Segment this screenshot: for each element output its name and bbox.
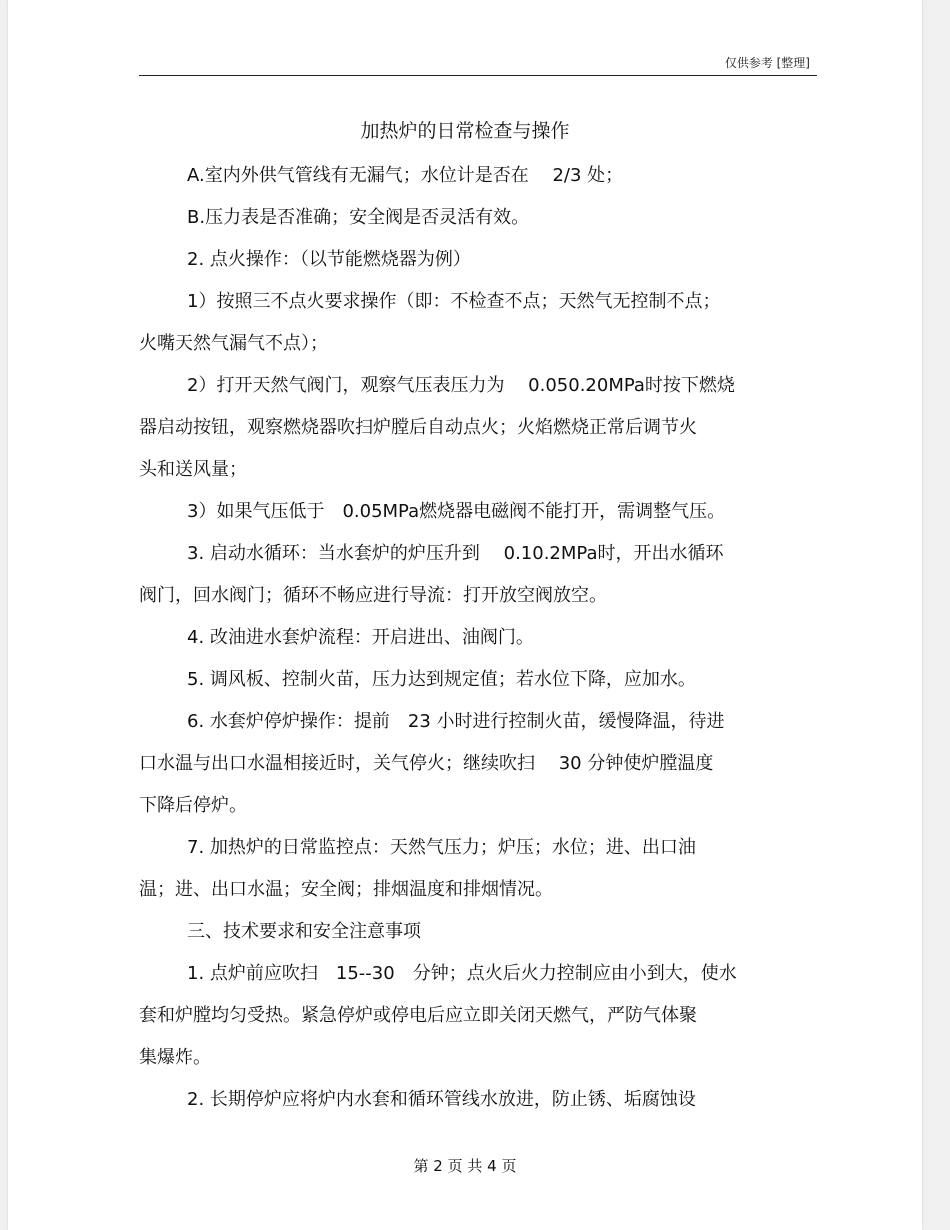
paragraph-line: 口水温与出口水温相接近时，关气停火；继续吹扫 30 分钟使炉膛温度 [139, 753, 714, 774]
paragraph [139, 239, 817, 281]
paragraph-line: 2. 点火操作：（以节能燃烧器为例） [187, 249, 471, 270]
paragraph-line: 1）按照三不点火要求操作（即：不检查不点；天然气无控制不点； [187, 291, 721, 312]
paragraph [139, 533, 817, 617]
paragraph-line: 下降后停炉。 [139, 795, 247, 816]
paragraph [139, 953, 817, 1079]
document-page [8, 0, 922, 1230]
paragraph [139, 197, 817, 239]
paragraph [139, 617, 817, 659]
paragraph-line: 4. 改油进水套炉流程：开启进出、油阀门。 [187, 627, 534, 648]
document-title: 加热炉的日常检查与操作 [360, 120, 570, 142]
paragraph-line: 套和炉膛均匀受热。紧急停炉或停电后应立即关闭天燃气，严防气体聚 [139, 1005, 697, 1026]
paragraph-line: 温；进、出口水温；安全阀；排烟温度和排烟情况。 [139, 879, 553, 900]
paragraph-line: A.室内外供气管线有无漏气；水位计是否在 2/3 处； [187, 165, 624, 186]
paragraph-line: 集爆炸。 [139, 1047, 211, 1068]
paragraph-line: 3）如果气压低于 0.05MPa燃烧器电磁阀不能打开，需调整气压。 [187, 501, 726, 522]
header-note: 仅供参考 [整理] [724, 56, 810, 70]
paragraph-line: 3. 启动水循环：当水套炉的炉压升到 0.10.2MPa时，开出水循环 [187, 543, 724, 564]
paragraph-line: 7. 加热炉的日常监控点：天然气压力；炉压；水位；进、出口油 [187, 837, 696, 858]
paragraph-line: 2）打开天然气阀门，观察气压表压力为 0.050.20MPa时按下燃烧 [187, 375, 735, 396]
paragraph [139, 911, 817, 953]
document-body [139, 155, 817, 1121]
paragraph-line: B.压力表是否准确；安全阀是否灵活有效。 [187, 207, 530, 228]
paragraph-line: 5. 调风板、控制火苗，压力达到规定值；若水位下降，应加水。 [187, 669, 696, 690]
paragraph [139, 827, 817, 911]
paragraph-line: 器启动按钮，观察燃烧器吹扫炉膛后自动点火；火焰燃烧正常后调节火 [139, 417, 697, 438]
header-rule [139, 75, 817, 76]
paragraph-line: 阀门，回水阀门；循环不畅应进行导流：打开放空阀放空。 [139, 585, 607, 606]
paragraph-line: 三、技术要求和安全注意事项 [187, 921, 421, 942]
paragraph [139, 659, 817, 701]
paragraph [139, 155, 817, 197]
paragraph-line: 头和送风量； [139, 459, 247, 480]
paragraph [139, 491, 817, 533]
paragraph-line: 1. 点炉前应吹扫 15--30 分钟；点火后火力控制应由小到大，使水 [187, 963, 737, 984]
paragraph [139, 701, 817, 827]
paragraph [139, 365, 817, 491]
paragraph [139, 1079, 817, 1121]
paragraph [139, 281, 817, 365]
paragraph-line: 火嘴天然气漏气不点）； [139, 333, 328, 354]
paragraph-line: 2. 长期停炉应将炉内水套和循环管线水放进，防止锈、垢腐蚀设 [187, 1089, 696, 1110]
page-number: 第 2 页 共 4 页 [413, 1157, 517, 1175]
paragraph-line: 6. 水套炉停炉操作：提前 23 小时进行控制火苗，缓慢降温，待进 [187, 711, 725, 732]
